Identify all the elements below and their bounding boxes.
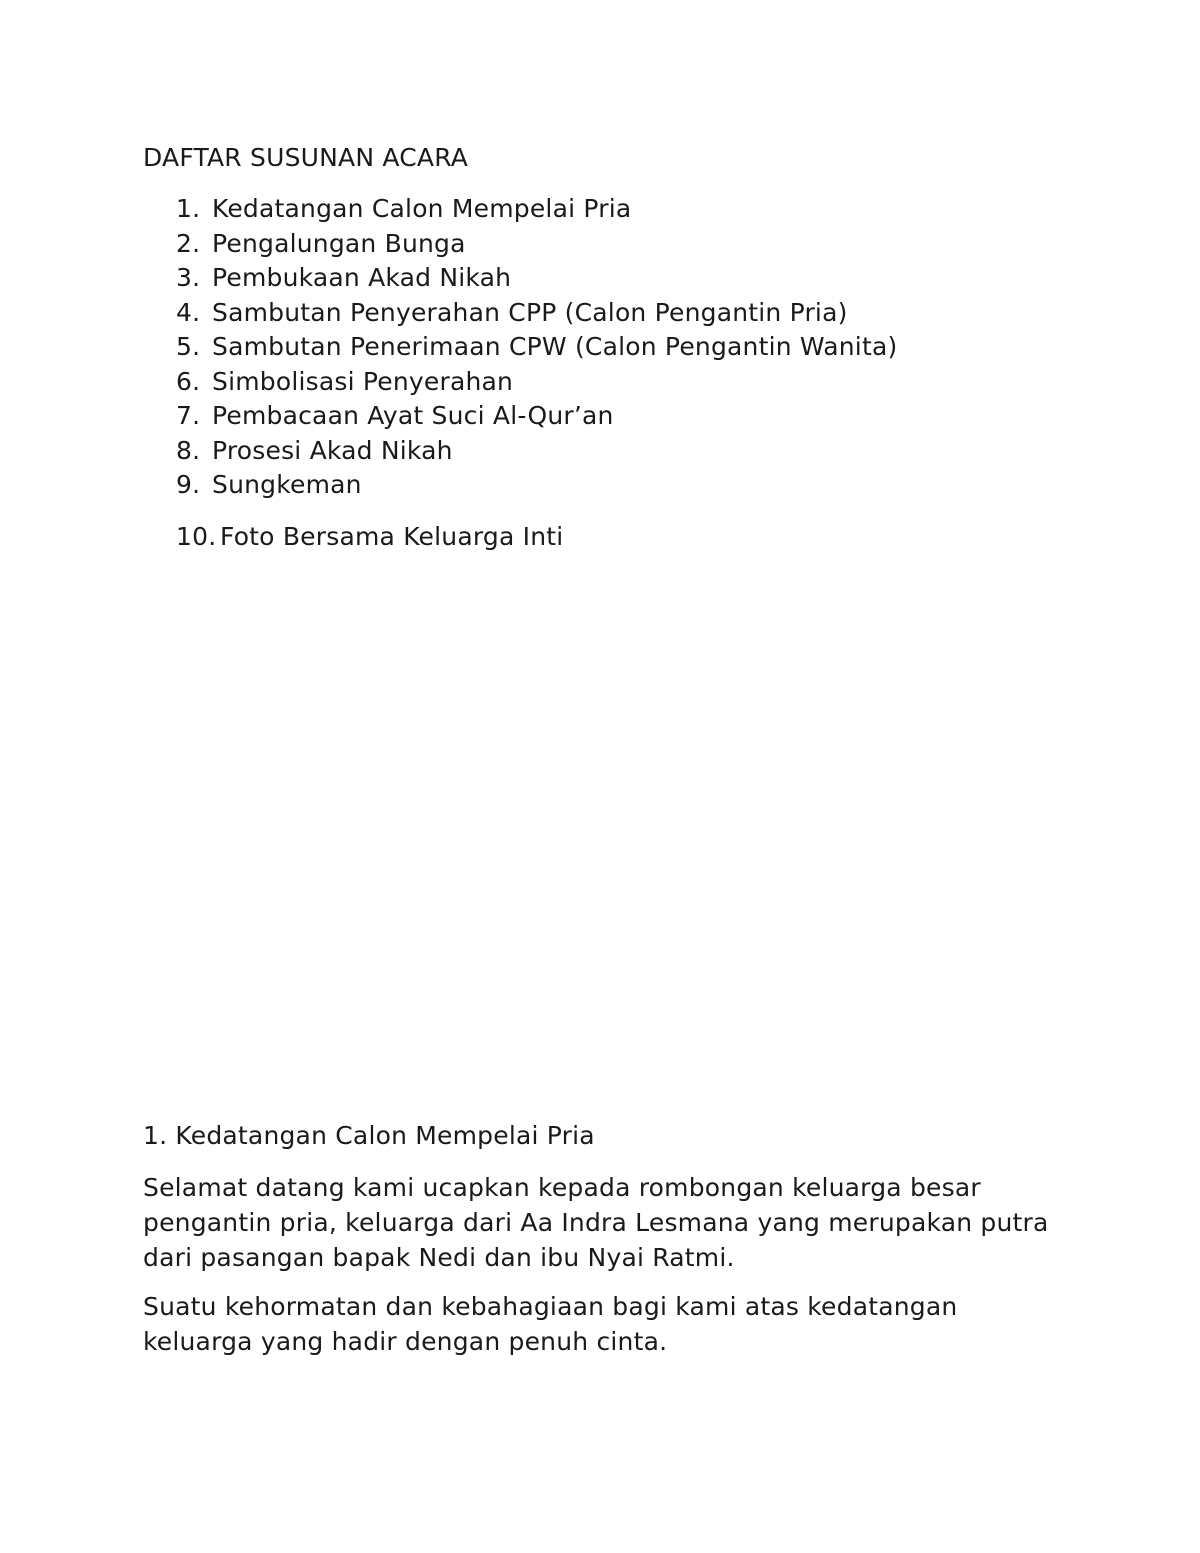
agenda-item-number: 4.	[176, 297, 201, 327]
agenda-item-text: Foto Bersama Keluarga Inti	[220, 521, 564, 551]
section-paragraph: Selamat datang kami ucapkan kepada rombongan keluarga besar pengantin pria, keluarga dari Aa Indra Lesmana yang merupakan putra dari pasangan bapak Nedi dan ibu Nyai Ratmi.	[143, 1173, 1049, 1272]
agenda-item	[176, 262, 897, 297]
agenda-item	[176, 469, 897, 504]
agenda-item-text: Sungkeman	[212, 470, 362, 499]
agenda-item-number: 7.	[176, 401, 201, 430]
section-heading: 1. Kedatangan Calon Mempelai Pria	[143, 1121, 595, 1150]
agenda-item-text: Kedatangan Calon Mempelai Pria	[212, 194, 632, 223]
agenda-item-text: Pengalungan Bunga	[212, 228, 466, 258]
agenda-item-number: 6.	[176, 366, 201, 396]
agenda-item-number: 3.	[176, 263, 201, 292]
agenda-item-text: Sambutan Penerimaan CPW (Calon Pengantin Wanita)	[212, 332, 898, 361]
agenda-item-number: 5.	[176, 332, 201, 361]
agenda-item-text: Pembacaan Ayat Suci Al-Qur’an	[212, 401, 614, 430]
agenda-item-text: Prosesi Akad Nikah	[212, 435, 453, 465]
agenda-item	[176, 435, 897, 470]
agenda-item	[176, 366, 897, 401]
agenda-item	[176, 193, 897, 228]
section-paragraph: Suatu kehormatan dan kebahagiaan bagi kami atas kedatangan keluarga yang hadir dengan penuh cinta.	[143, 1292, 958, 1356]
agenda-item-number: 9.	[176, 470, 201, 499]
agenda-item-number: 2.	[176, 228, 201, 258]
document-title: DAFTAR SUSUNAN ACARA	[143, 143, 469, 172]
agenda-item	[176, 521, 897, 556]
agenda-item	[176, 297, 897, 332]
agenda-item-text: Pembukaan Akad Nikah	[212, 263, 512, 292]
agenda-item-number: 10.	[176, 521, 217, 551]
agenda-item-text: Simbolisasi Penyerahan	[212, 366, 514, 396]
agenda-item-number: 1.	[176, 194, 201, 223]
agenda-item	[176, 228, 897, 263]
agenda-item	[176, 331, 897, 366]
agenda-list	[176, 193, 897, 555]
agenda-item-text: Sambutan Penyerahan CPP (Calon Pengantin Pria)	[212, 297, 848, 327]
agenda-item	[176, 400, 897, 435]
agenda-item-number: 8.	[176, 435, 201, 465]
